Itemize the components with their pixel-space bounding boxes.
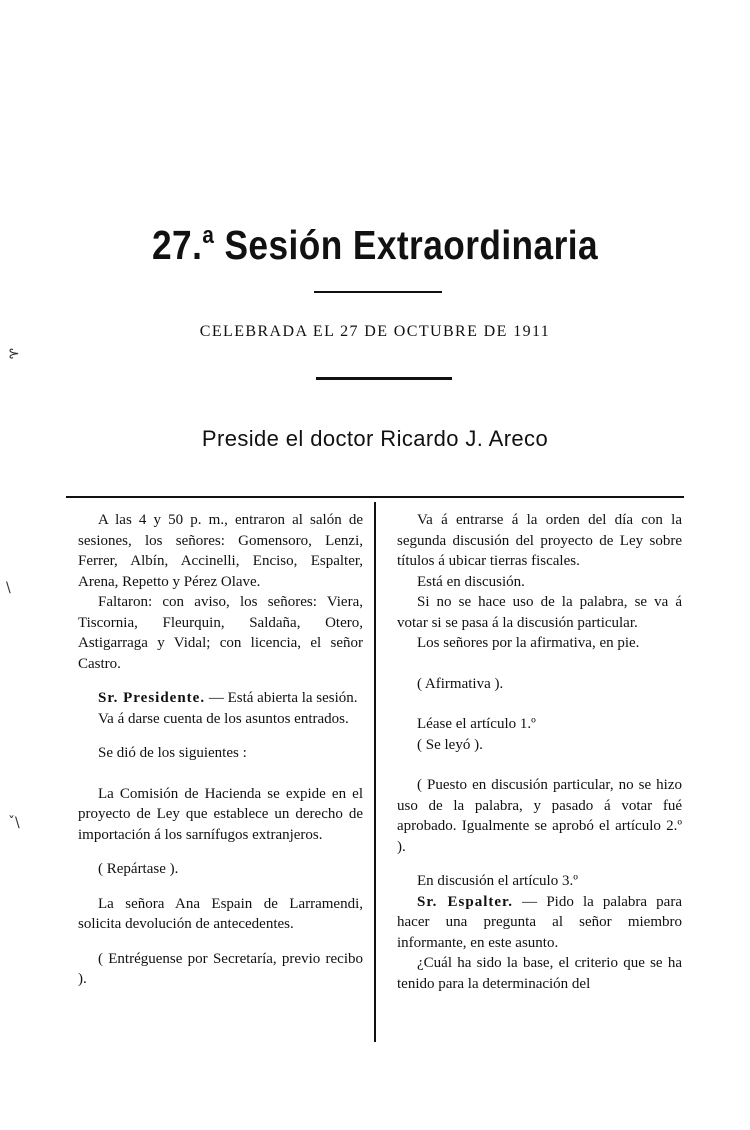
statement-text: — Está abierta la sesión. (205, 690, 358, 706)
approval-paragraph: ( Puesto en discusión particular, no se hizo uso de la palabra, y pasado á votar fué aprobado. Igualmente se aprobó el artículo 2.º ). (397, 777, 682, 855)
statement-text: — Pido la palabra para hacer una pregunta al señor miembro informante, en este asunto. (397, 893, 682, 951)
order-of-day-paragraph: Va á entrarse á la orden del día con la segunda discusión del proyecto de Ley sobre títulos á ubicar tierras fiscales. (397, 512, 682, 569)
absent-paragraph: Faltaron: con aviso, los señores: Viera, Tiscornia, Fleurquin, Saldaña, Otero, Astigarraga y Vidal; con licencia, el señor Castro. (78, 594, 363, 672)
vote-paragraph: Si no se hace uso de la palabra, se va á votar si se pasa á la discusión particular. (397, 594, 682, 631)
discussion-note: Está en discusión. (417, 573, 525, 590)
margin-mark: ⊱ (8, 346, 20, 362)
president-statement (78, 688, 363, 709)
return-note: ( Entréguense por Secretaría, previo recibo ). (78, 950, 363, 987)
distribution-note: ( Repártase ). (98, 861, 179, 877)
right-column (397, 510, 682, 994)
presiding-line: Preside el doctor Ricardo J. Areco (201, 426, 549, 451)
attendance-paragraph: A las 4 y 50 p. m., entraron al salón de sesiones, los señores: Gomensoro, Lenzi, Ferrer, Albín, Accinelli, Enciso, Espalter, Arena, Repetto y Pérez Olave. (78, 512, 363, 590)
session-title-text: Sesión Extraordinaria (224, 222, 598, 268)
margin-mark: \ (6, 580, 11, 596)
read-article-one: Léase el artículo 1.º (417, 716, 536, 732)
column-divider (374, 502, 376, 1042)
session-ordinal-suffix: a (202, 222, 215, 249)
session-title (53, 206, 698, 275)
speaker-name: Sr. Presidente. (98, 690, 206, 706)
session-date-line: CELEBRADA EL 27 DE OCTUBRE DE 1911 (199, 323, 551, 340)
session-number: 27. (152, 222, 203, 268)
title-divider-thin (314, 291, 442, 293)
agenda-paragraph: Va á darse cuenta de los asuntos entrados. (98, 710, 349, 727)
question-paragraph: ¿Cuál ha sido la base, el criterio que se ha tenido para la determinación del (397, 955, 682, 992)
speaker-name: Sr. Espalter. (417, 893, 514, 910)
article-three-discussion: En discusión el artículo 3.º (417, 873, 578, 889)
commission-paragraph: La Comisión de Hacienda se expide en el proyecto de Ley que establece un derecho de importación á los sarnífugos extranjeros. (78, 785, 363, 843)
matters-intro: Se dió de los siguientes : (98, 745, 247, 761)
margin-mark: ˇ\ (8, 815, 20, 831)
read-note: ( Se leyó ). (417, 736, 483, 753)
affirmative-call: Los señores por la afirmativa, en pie. (417, 635, 640, 651)
columns-top-rule (66, 496, 684, 498)
left-column (78, 510, 363, 990)
affirmative-result: ( Afirmativa ). (417, 675, 504, 692)
espalter-statement (397, 892, 682, 954)
request-paragraph: La señora Ana Espain de Larramendi, solicita devolución de antecedentes. (78, 895, 363, 932)
date-divider-thick (316, 377, 452, 380)
